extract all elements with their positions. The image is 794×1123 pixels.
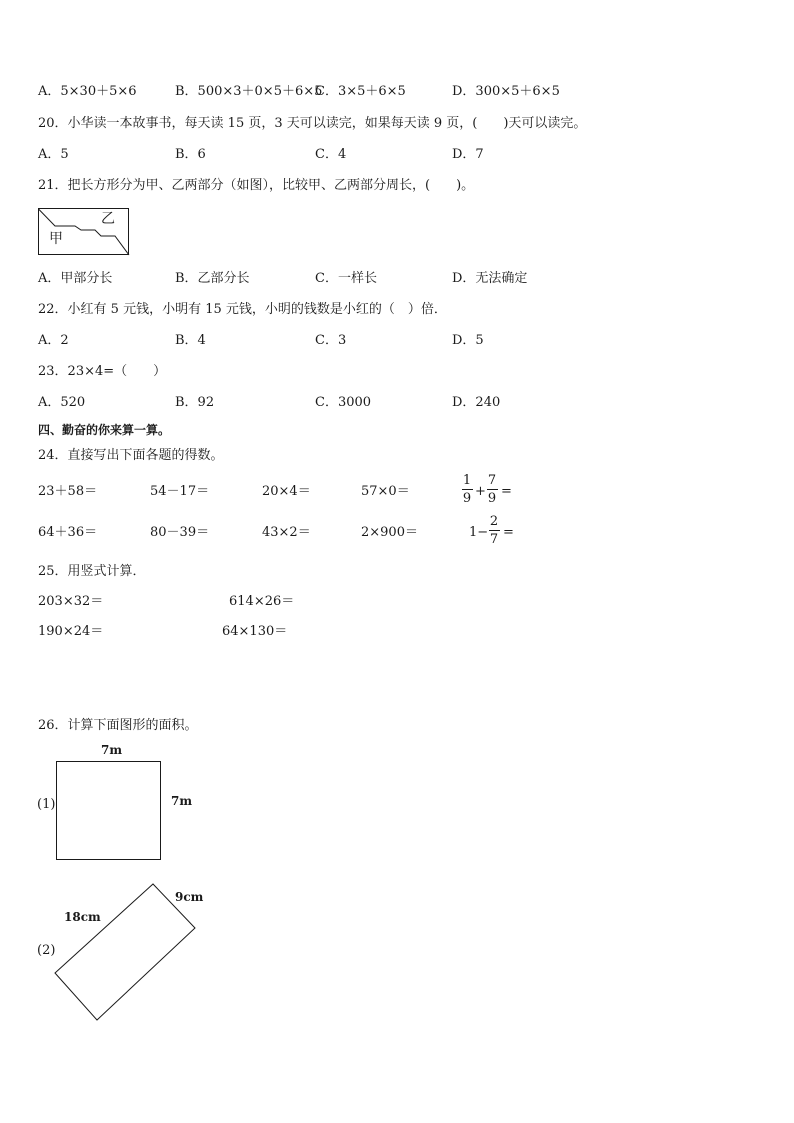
q23-option-c: C．3000 (315, 395, 372, 410)
q25-item-3: 190×24＝ (38, 624, 104, 639)
fig1-number: (1) (37, 797, 56, 812)
numerator: 1 (462, 473, 472, 488)
fig2-short-label: 9cm (175, 890, 204, 904)
q24-item-7: 43×2＝ (262, 525, 311, 540)
q21-option-c: C．一样长 (315, 271, 377, 286)
q24-fraction-2-7 (488, 514, 500, 547)
q21-option-d: D．无法确定 (452, 271, 528, 286)
q22-option-a: A．2 (38, 333, 69, 348)
q22-option-d: D．5 (452, 333, 484, 348)
q23-stem: 23．23×4=（ ） (38, 364, 167, 379)
fig1-top-label: 7m (101, 743, 123, 757)
q24-item-4: 57×0＝ (361, 484, 410, 499)
fig2-long-label: 18cm (64, 910, 101, 924)
q25-item-4: 64×130＝ (222, 624, 288, 639)
q22-option-b: B．4 (175, 333, 206, 348)
section-4-title: 四、勤奋的你来算一算。 (38, 423, 171, 437)
denominator: 7 (489, 532, 499, 547)
fig2-number: (2) (37, 943, 56, 958)
q21-option-b: B．乙部分长 (175, 271, 250, 286)
q20-option-b: B．6 (175, 147, 206, 162)
q26-stem: 26．计算下面图形的面积。 (38, 718, 198, 733)
q24-stem: 24．直接写出下面各题的得数。 (38, 448, 224, 463)
q22-stem: 22．小红有 5 元钱，小明有 15 元钱，小明的钱数是小红的（ ）倍． (38, 302, 447, 317)
q24-item-3: 20×4＝ (262, 484, 311, 499)
q24-item-2: 54－17＝ (150, 484, 210, 499)
q25-item-2: 614×26＝ (229, 594, 295, 609)
q19-option-a: A．5×30＋5×6 (38, 84, 137, 99)
q21-label-yi: 乙 (101, 211, 115, 227)
equals-sign: = (503, 525, 514, 540)
q23-option-a: A．520 (38, 395, 86, 410)
q23-option-d: D．240 (452, 395, 501, 410)
q24-one-minus: 1− (469, 525, 489, 540)
q19-option-b: B．500×3＋0×5＋6×5 (175, 84, 323, 99)
numerator: 7 (487, 473, 497, 488)
q25-item-1: 203×32＝ (38, 594, 104, 609)
numerator: 2 (489, 514, 499, 529)
q24-fraction-1-9 (461, 473, 473, 506)
q24-item-6: 80－39＝ (150, 525, 210, 540)
denominator: 9 (487, 491, 497, 506)
q24-item-5: 64＋36＝ (38, 525, 98, 540)
q21-option-a: A．甲部分长 (38, 271, 113, 286)
q20-option-d: D．7 (452, 147, 484, 162)
q20-option-a: A．5 (38, 147, 69, 162)
q24-item-8: 2×900＝ (361, 525, 418, 540)
fig1-side-label: 7m (171, 794, 193, 808)
q25-stem: 25．用竖式计算． (38, 564, 146, 579)
q20-stem: 20．小华读一本故事书，每天读 15 页，3 天可以读完，如果每天读 9 页，( )天可以读完。 (38, 116, 587, 131)
q21-stem: 21．把长方形分为甲、乙两部分（如图），比较甲、乙两部分周长，( )。 (38, 178, 475, 193)
q24-fraction-7-9 (486, 473, 498, 506)
q19-option-d: D．300×5＋6×5 (452, 84, 560, 99)
q24-item-1: 23＋58＝ (38, 484, 98, 499)
fig1-square (56, 761, 162, 861)
q21-label-jia: 甲 (49, 231, 63, 247)
equals-sign: = (501, 484, 512, 499)
q23-option-b: B．92 (175, 395, 215, 410)
plus-sign: + (475, 484, 486, 499)
q22-option-c: C．3 (315, 333, 347, 348)
q19-option-c: C．3×5＋6×5 (315, 84, 406, 99)
denominator: 9 (462, 491, 472, 506)
q20-option-c: C．4 (315, 147, 347, 162)
